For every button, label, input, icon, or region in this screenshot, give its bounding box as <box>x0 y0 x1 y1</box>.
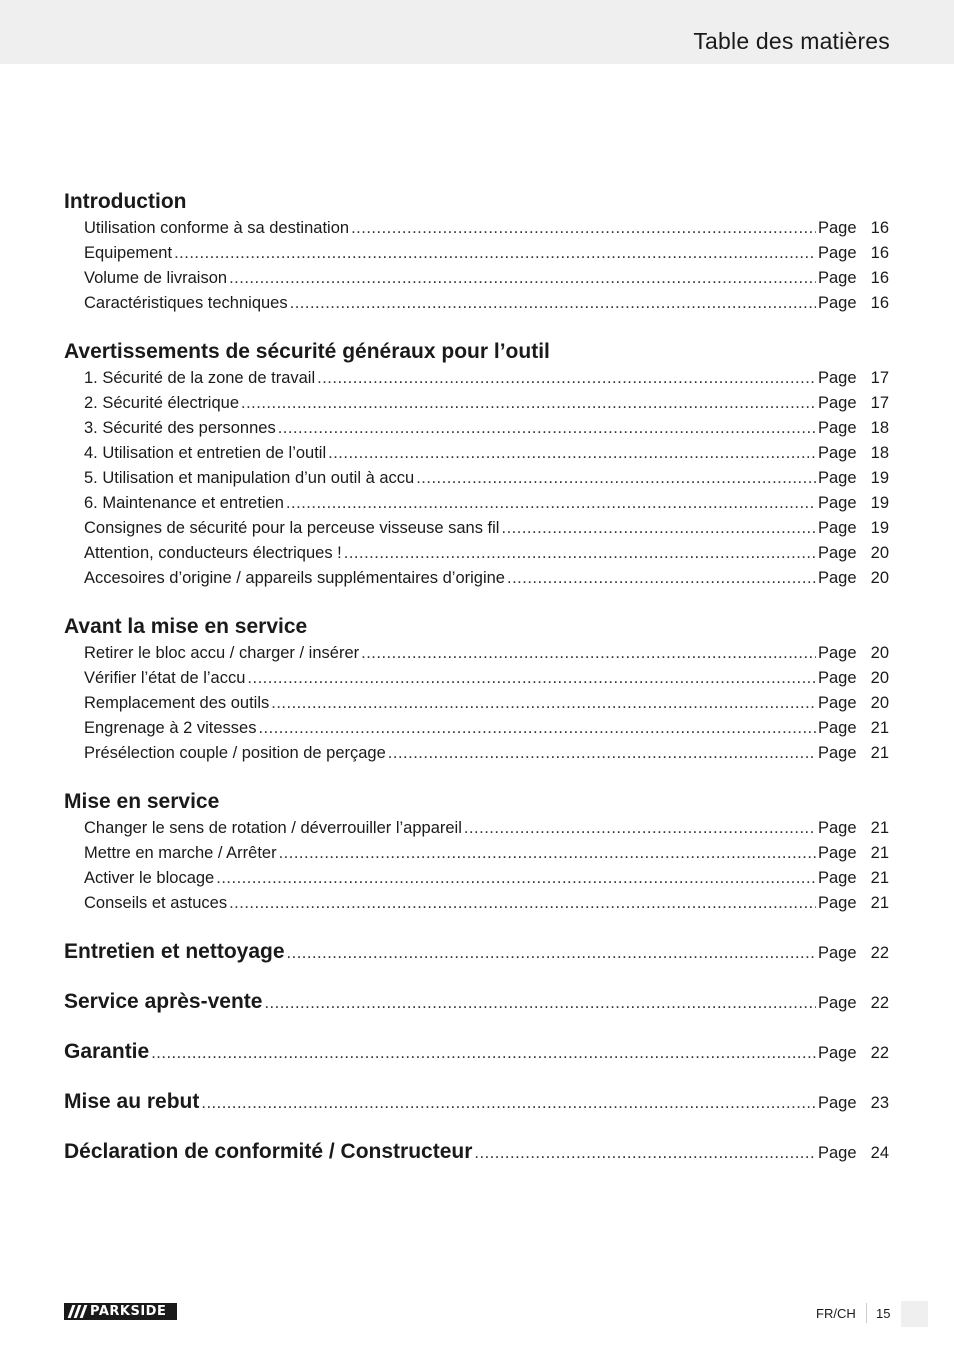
footer-page-number: 15 <box>876 1306 891 1321</box>
page-number: 17 <box>870 369 889 387</box>
toc-section-introduction <box>64 188 889 316</box>
entry-text: Conseils et astuces <box>84 894 228 912</box>
toc-single-entry <box>64 938 889 966</box>
logo-text: PARKSIDE <box>90 1304 167 1319</box>
entry-text: 6. Maintenance et entretien <box>84 494 284 512</box>
toc-entry <box>64 291 889 316</box>
toc-entry <box>64 741 889 766</box>
toc-entry <box>64 516 889 541</box>
toc-section-before-use <box>64 613 889 766</box>
page-label: Page <box>818 719 857 737</box>
footer-divider <box>866 1303 867 1323</box>
page-number: 18 <box>870 419 889 437</box>
page-number: 16 <box>870 219 889 237</box>
entry-text: Vérifier l’état de l’accu <box>84 669 246 687</box>
toc-entry <box>64 866 889 891</box>
page-label: Page <box>818 819 857 837</box>
page-label: Page <box>818 1094 857 1112</box>
entry-text: Consignes de sécurité pour la perceuse visseuse sans fil <box>84 519 500 537</box>
page-label: Page <box>818 1044 857 1062</box>
leader-dots <box>351 216 816 241</box>
page-label: Page <box>818 269 857 287</box>
leader-dots <box>328 441 816 466</box>
logo-stripes-icon <box>64 1303 90 1320</box>
page-number: 21 <box>870 869 889 887</box>
entry-text: Remplacement des outils <box>84 694 270 712</box>
page-number: 20 <box>870 644 889 662</box>
page-number: 21 <box>870 719 889 737</box>
entry-text: Engrenage à 2 vitesses <box>84 719 257 737</box>
page-label: Page <box>818 494 857 512</box>
section-title: Avant la mise en service <box>64 615 308 638</box>
page-label: Page <box>818 1144 857 1162</box>
leader-dots <box>278 416 816 441</box>
entry-text: Présélection couple / position de perçage <box>84 744 386 762</box>
page-label: Page <box>818 244 857 262</box>
page-title: Table des matières <box>693 28 890 54</box>
entry-text: 2. Sécurité électrique <box>84 394 240 412</box>
toc-section-safety-warnings <box>64 338 889 591</box>
header-band <box>0 0 954 64</box>
leader-dots <box>290 291 816 316</box>
page-number: 17 <box>870 394 889 412</box>
toc-single-entry <box>64 1038 889 1066</box>
leader-dots <box>507 566 816 591</box>
page-number: 23 <box>870 1094 889 1112</box>
table-of-contents <box>64 188 889 1166</box>
page-label: Page <box>818 844 857 862</box>
page-number: 20 <box>870 569 889 587</box>
entry-text: Caractéristiques techniques <box>84 294 288 312</box>
single-title: Garantie <box>64 1040 150 1063</box>
entry-text: Activer le blocage <box>84 869 215 887</box>
leader-dots <box>474 1139 816 1167</box>
single-title: Mise au rebut <box>64 1090 200 1113</box>
page-label: Page <box>818 869 857 887</box>
toc-single-entry <box>64 1138 889 1166</box>
toc-entry <box>64 566 889 591</box>
leader-dots <box>229 266 816 291</box>
section-gap <box>64 316 889 338</box>
leader-dots <box>464 816 816 841</box>
page-number: 20 <box>870 544 889 562</box>
toc-entry <box>64 441 889 466</box>
page-label: Page <box>818 294 857 312</box>
page-label: Page <box>818 694 857 712</box>
page-label: Page <box>818 219 857 237</box>
section-gap <box>64 916 889 938</box>
toc-entry <box>64 416 889 441</box>
section-title: Avertissements de sécurité généraux pour l’outil <box>64 340 550 363</box>
leader-dots <box>361 641 816 666</box>
page-number: 22 <box>870 944 889 962</box>
page-number: 16 <box>870 244 889 262</box>
page-number: 24 <box>870 1144 889 1162</box>
page-label: Page <box>818 369 857 387</box>
section-gap <box>64 591 889 613</box>
toc-entry <box>64 216 889 241</box>
page-label: Page <box>818 444 857 462</box>
section-gap <box>64 1066 889 1088</box>
toc-entry <box>64 891 889 916</box>
section-title: Introduction <box>64 190 187 213</box>
toc-entry <box>64 691 889 716</box>
entry-text: Mettre en marche / Arrêter <box>84 844 277 862</box>
single-title: Entretien et nettoyage <box>64 940 285 963</box>
page-label: Page <box>818 394 857 412</box>
leader-dots <box>247 666 816 691</box>
leader-dots <box>151 1039 816 1067</box>
toc-entry <box>64 466 889 491</box>
page-label: Page <box>818 894 857 912</box>
footer-tab-box <box>901 1301 928 1327</box>
entry-text: 5. Utilisation et manipulation d’un outil à accu <box>84 469 415 487</box>
page-number: 19 <box>870 494 889 512</box>
leader-dots <box>241 391 816 416</box>
page-label: Page <box>818 744 857 762</box>
page-number: 21 <box>870 819 889 837</box>
leader-dots <box>174 241 816 266</box>
leader-dots <box>201 1089 816 1117</box>
toc-entry <box>64 541 889 566</box>
leader-dots <box>279 841 816 866</box>
toc-entry <box>64 716 889 741</box>
leader-dots <box>287 939 816 967</box>
page-label: Page <box>818 469 857 487</box>
page-number: 21 <box>870 844 889 862</box>
entry-text: Changer le sens de rotation / déverrouiller l’appareil <box>84 819 462 837</box>
leader-dots <box>229 891 816 916</box>
page-number: 19 <box>870 519 889 537</box>
page-number: 18 <box>870 444 889 462</box>
page-label: Page <box>818 569 857 587</box>
leader-dots <box>388 741 816 766</box>
entry-text: Utilisation conforme à sa destination <box>84 219 350 237</box>
section-gap <box>64 1016 889 1038</box>
entry-text: Equipement <box>84 244 173 262</box>
single-title: Service après-vente <box>64 990 263 1013</box>
leader-dots <box>258 716 816 741</box>
entry-text: 4. Utilisation et entretien de l’outil <box>84 444 327 462</box>
leader-dots <box>344 541 816 566</box>
entry-text: Attention, conducteurs électriques ! <box>84 544 342 562</box>
section-gap <box>64 1116 889 1138</box>
toc-entry <box>64 366 889 391</box>
page-number: 20 <box>870 669 889 687</box>
page-number: 22 <box>870 1044 889 1062</box>
toc-entry <box>64 391 889 416</box>
page-number: 19 <box>870 469 889 487</box>
toc-entry <box>64 491 889 516</box>
leader-dots <box>317 366 816 391</box>
section-gap <box>64 966 889 988</box>
toc-single-entry <box>64 988 889 1016</box>
leader-dots <box>286 491 816 516</box>
toc-section-operation <box>64 788 889 916</box>
toc-entry <box>64 816 889 841</box>
page-label: Page <box>818 644 857 662</box>
section-gap <box>64 766 889 788</box>
page-label: Page <box>818 519 857 537</box>
toc-entry <box>64 241 889 266</box>
single-title: Déclaration de conformité / Constructeur <box>64 1140 473 1163</box>
page-label: Page <box>818 544 857 562</box>
leader-dots <box>216 866 816 891</box>
page-label: Page <box>818 419 857 437</box>
entry-text: Accesoires d’origine / appareils supplémentaires d’origine <box>84 569 505 587</box>
toc-entry <box>64 641 889 666</box>
leader-dots <box>416 466 816 491</box>
toc-entry <box>64 841 889 866</box>
page-number: 16 <box>870 269 889 287</box>
leader-dots <box>501 516 816 541</box>
page-number: 21 <box>870 744 889 762</box>
leader-dots <box>264 989 816 1017</box>
section-title: Mise en service <box>64 790 220 813</box>
page-label: Page <box>818 944 857 962</box>
entry-text: Volume de livraison <box>84 269 228 287</box>
toc-entry <box>64 266 889 291</box>
toc-entry <box>64 666 889 691</box>
page-number: 20 <box>870 694 889 712</box>
toc-single-entry <box>64 1088 889 1116</box>
page-number: 16 <box>870 294 889 312</box>
entry-text: 3. Sécurité des personnes <box>84 419 276 437</box>
page-number: 22 <box>870 994 889 1012</box>
entry-text: 1. Sécurité de la zone de travail <box>84 369 316 387</box>
footer-language: FR/CH <box>816 1306 856 1321</box>
page-label: Page <box>818 994 857 1012</box>
page-label: Page <box>818 669 857 687</box>
page-number: 21 <box>870 894 889 912</box>
leader-dots <box>271 691 816 716</box>
entry-text: Retirer le bloc accu / charger / insérer <box>84 644 360 662</box>
parkside-logo <box>64 1303 177 1320</box>
